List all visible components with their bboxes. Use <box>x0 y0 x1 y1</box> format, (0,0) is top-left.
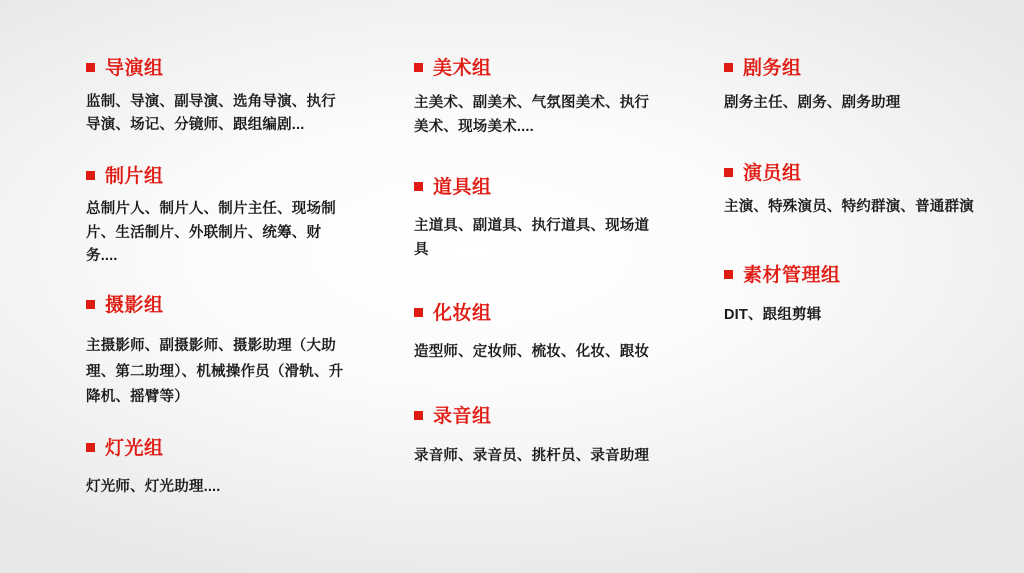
column-left <box>0 0 372 573</box>
square-bullet-icon <box>724 168 733 177</box>
square-bullet-icon <box>86 63 95 72</box>
group-members: 监制、导演、副导演、选角导演、执行导演、场记、分镜师、跟组编剧... <box>86 93 336 134</box>
group-block <box>86 293 344 410</box>
square-bullet-icon <box>86 300 95 309</box>
column-right <box>680 0 1024 573</box>
group-title <box>86 164 344 190</box>
group-title <box>724 161 1004 187</box>
group-members: 灯光师、灯光助理.... <box>86 478 221 495</box>
column-middle <box>372 0 680 573</box>
group-block <box>724 56 1004 115</box>
group-block <box>86 164 344 269</box>
group-members: 主道具、副道具、执行道具、现场道具 <box>414 218 650 259</box>
group-block <box>414 175 662 263</box>
group-title-label: 摄影组 <box>105 294 164 316</box>
square-bullet-icon <box>86 171 95 180</box>
group-members: DIT、跟组剪辑 <box>724 307 822 324</box>
group-title-label: 录音组 <box>433 406 492 428</box>
square-bullet-icon <box>414 63 423 72</box>
group-title <box>414 404 662 430</box>
group-title <box>414 175 662 201</box>
group-title <box>86 436 344 462</box>
group-title <box>414 56 662 82</box>
group-block <box>86 56 344 138</box>
group-title-label: 美术组 <box>433 58 492 79</box>
group-title-label: 剧务组 <box>743 58 802 79</box>
group-title <box>86 56 344 82</box>
group-title <box>86 293 344 319</box>
group-block <box>414 301 662 365</box>
group-members: 剧务主任、剧务、剧务助理 <box>724 94 901 111</box>
group-title-label: 灯光组 <box>105 438 164 459</box>
group-block <box>86 436 344 499</box>
group-members: 主演、特殊演员、特约群演、普通群演 <box>724 199 974 216</box>
group-block <box>414 56 662 139</box>
square-bullet-icon <box>724 63 733 72</box>
group-title <box>724 263 1004 289</box>
group-title <box>414 301 662 327</box>
square-bullet-icon <box>414 308 423 317</box>
group-members: 总制片人、制片人、制片主任、现场制片、生活制片、外联制片、统筹、财务.... <box>86 201 336 265</box>
group-title-label: 道具组 <box>433 176 492 198</box>
square-bullet-icon <box>86 443 95 452</box>
group-members: 主美术、副美术、气氛图美术、执行美术、现场美术.... <box>414 94 650 135</box>
square-bullet-icon <box>414 411 423 420</box>
square-bullet-icon <box>724 270 733 279</box>
group-members: 造型师、定妆师、梳妆、化妆、跟妆 <box>414 344 650 361</box>
group-block <box>414 404 662 468</box>
group-title-label: 演员组 <box>743 162 802 184</box>
group-title-label: 化妆组 <box>433 302 492 324</box>
group-members: 录音师、录音员、挑杆员、录音助理 <box>414 447 650 464</box>
group-title <box>724 56 1004 82</box>
group-title-label: 制片组 <box>105 165 164 187</box>
group-block <box>724 161 1004 220</box>
group-title-label: 素材管理组 <box>743 265 841 287</box>
group-title-label: 导演组 <box>105 58 164 79</box>
group-block <box>724 263 1004 327</box>
group-members: 主摄影师、副摄影师、摄影助理（大助理、第二助理）、机械操作员（滑轨、升降机、摇臂等） <box>86 338 344 405</box>
square-bullet-icon <box>414 182 423 191</box>
